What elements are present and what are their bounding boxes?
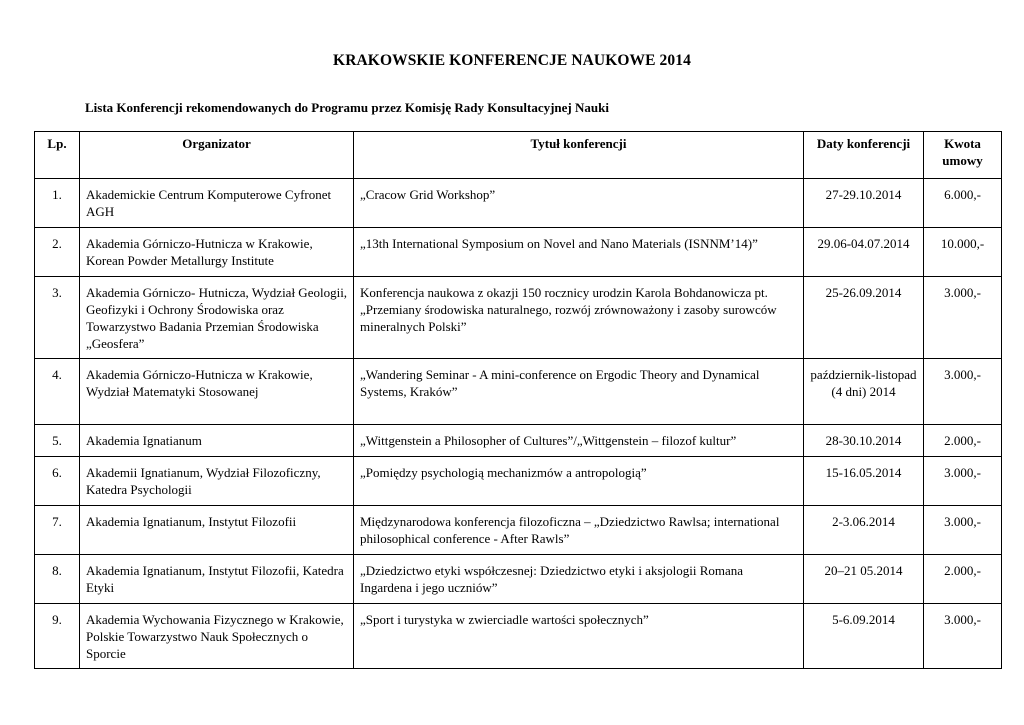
table-row [35,457,1002,506]
cell-title: Międzynarodowa konferencja filozoficzna – „Dziedzictwo Rawlsa; international philosophical conference - After Rawls” [354,506,804,555]
cell-dates: 15-16.05.2014 [804,457,924,506]
cell-lp: 7. [35,506,80,555]
cell-lp: 8. [35,555,80,604]
cell-title: Konferencja naukowa z okazji 150 rocznicy urodzin Karola Bohdanowicza pt. „Przemiany środowiska naturalnego, rozwój zrównoważony i zasoby surowców mineralnych Polski” [354,277,804,359]
table-header-row [35,132,1002,179]
table-row [35,359,1002,425]
table-row [35,425,1002,457]
cell-dates: 28-30.10.2014 [804,425,924,457]
cell-lp: 2. [35,228,80,277]
cell-organizer: Akademia Ignatianum, Instytut Filozofii [80,506,354,555]
cell-organizer: Akademia Ignatianum [80,425,354,457]
cell-dates: 2-3.06.2014 [804,506,924,555]
cell-dates: 5-6.09.2014 [804,604,924,669]
cell-lp: 4. [35,359,80,425]
cell-amount: 3.000,- [924,604,1002,669]
cell-title: „Pomiędzy psychologią mechanizmów a antropologią” [354,457,804,506]
table-row [35,604,1002,669]
header-dates: Daty konferencji [804,132,924,179]
cell-organizer: Akademia Górniczo-Hutnicza w Krakowie, Wydział Matematyki Stosowanej [80,359,354,425]
cell-amount: 3.000,- [924,457,1002,506]
cell-amount: 6.000,- [924,179,1002,228]
cell-lp: 5. [35,425,80,457]
cell-title: „Wandering Seminar - A mini-conference on Ergodic Theory and Dynamical Systems, Kraków” [354,359,804,425]
cell-organizer: Akademickie Centrum Komputerowe Cyfronet AGH [80,179,354,228]
cell-organizer: Akademia Wychowania Fizycznego w Krakowie, Polskie Towarzystwo Nauk Społecznych o Sporcie [80,604,354,669]
cell-title: „Sport i turystyka w zwierciadle wartości społecznych” [354,604,804,669]
table-row [35,277,1002,359]
cell-dates: 27-29.10.2014 [804,179,924,228]
cell-title: „13th International Symposium on Novel and Nano Materials (ISNNM’14)” [354,228,804,277]
cell-organizer: Akademia Ignatianum, Instytut Filozofii, Katedra Etyki [80,555,354,604]
cell-dates: październik-listopad (4 dni) 2014 [804,359,924,425]
table-row [35,228,1002,277]
document-title: KRAKOWSKIE KONFERENCJE NAUKOWE 2014 [333,52,691,69]
cell-lp: 1. [35,179,80,228]
table-row [35,555,1002,604]
cell-amount: 2.000,- [924,425,1002,457]
cell-lp: 9. [35,604,80,669]
cell-dates: 29.06-04.07.2014 [804,228,924,277]
conference-table [34,131,1002,669]
cell-amount: 3.000,- [924,359,1002,425]
cell-lp: 3. [35,277,80,359]
cell-amount: 3.000,- [924,277,1002,359]
cell-organizer: Akademii Ignatianum, Wydział Filozoficzny, Katedra Psychologii [80,457,354,506]
header-title: Tytuł konferencji [354,132,804,179]
cell-lp: 6. [35,457,80,506]
cell-title: „Dziedzictwo etyki współczesnej: Dziedzictwo etyki i aksjologii Romana Ingardena i jego uczniów” [354,555,804,604]
cell-title: „Cracow Grid Workshop” [354,179,804,228]
cell-amount: 10.000,- [924,228,1002,277]
cell-organizer: Akademia Górniczo- Hutnicza, Wydział Geologii, Geofizyki i Ochrony Środowiska oraz Towarzystwo Badania Przemian Środowiska „Geosfera” [80,277,354,359]
cell-title: „Wittgenstein a Philosopher of Cultures”/„Wittgenstein – filozof kultur” [354,425,804,457]
table-row [35,179,1002,228]
cell-amount: 3.000,- [924,506,1002,555]
header-lp: Lp. [35,132,80,179]
cell-dates: 25-26.09.2014 [804,277,924,359]
header-organizer: Organizator [80,132,354,179]
cell-amount: 2.000,- [924,555,1002,604]
cell-dates: 20–21 05.2014 [804,555,924,604]
table-row [35,506,1002,555]
document-subtitle: Lista Konferencji rekomendowanych do Programu przez Komisję Rady Konsultacyjnej Nauki [85,100,609,115]
cell-organizer: Akademia Górniczo-Hutnicza w Krakowie, Korean Powder Metallurgy Institute [80,228,354,277]
header-amount: Kwota umowy [924,132,1002,179]
